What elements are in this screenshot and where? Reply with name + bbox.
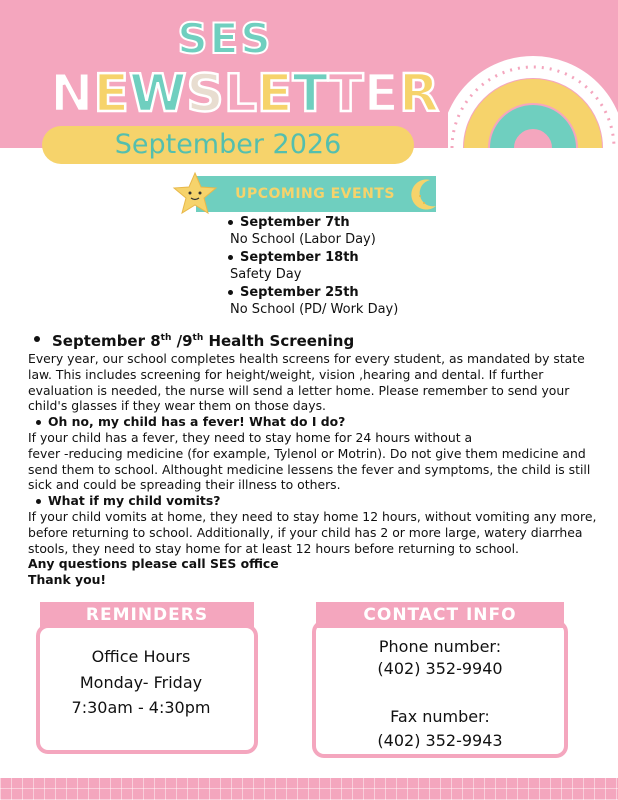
event-item: [228, 214, 376, 248]
newsletter-title: [50, 64, 440, 124]
footer-grid-pattern: [0, 778, 618, 800]
event-date: September 18th: [228, 249, 359, 266]
title-letter: S: [186, 64, 224, 124]
fax-number: (402) 352-9943: [377, 731, 503, 750]
event-description: No School (PD/ Work Day): [230, 302, 399, 317]
health-section: [28, 328, 598, 588]
event-description: Safety Day: [230, 267, 302, 282]
event-date: September 7th: [228, 214, 376, 231]
fever-answer: fever -reducing medicine (for example, Tylenol or Motrin). Do not give them medicine and send them to school. Althought medicine lessens the fever and symptoms, the child is still sick and could be spreading their illness to others.: [28, 445, 591, 493]
phone-number[interactable]: (402) 352-9940: [377, 659, 503, 678]
office-hours-label: Office Hours: [91, 647, 191, 666]
vomit-question: What if my child vomits?: [28, 493, 598, 509]
newsletter-title-ses: SES: [177, 14, 273, 63]
title-letter: R: [399, 64, 440, 124]
rainbow-icon: [448, 0, 618, 148]
event-item: [228, 249, 359, 283]
event-date: September 25th: [228, 284, 398, 301]
phone-label: Phone number:: [378, 637, 502, 656]
questions-note: Any questions please call SES office: [28, 556, 279, 572]
title-letter: N: [50, 64, 94, 124]
title-letter: E: [363, 64, 400, 124]
thank-you: Thank you!: [28, 572, 107, 588]
fever-answer-line1: If your child has a fever, they need to stay home for 24 hours without a: [28, 429, 473, 445]
upcoming-events-label: UPCOMING EVENTS: [235, 186, 395, 202]
event-description: No School (Labor Day): [230, 232, 376, 247]
fever-question: Oh no, my child has a fever! What do I do?: [28, 414, 598, 430]
office-days: Monday- Friday: [79, 673, 203, 692]
reminders-title: REMINDERS: [40, 602, 254, 628]
title-letter: E: [257, 64, 293, 124]
title-letter: T: [328, 64, 364, 124]
office-times: 7:30am - 4:30pm: [71, 698, 211, 717]
fax-label: Fax number:: [390, 707, 490, 726]
newsletter-month: September 2026: [114, 129, 342, 160]
moon-icon: [408, 176, 440, 212]
star-icon: [172, 170, 218, 216]
title-letter: W: [129, 64, 187, 124]
contact-title: CONTACT INFO: [316, 602, 564, 628]
vomit-answer: If your child vomits at home, they need to stay home 12 hours, without vomiting any more, before returning to school. Additionally, if your child has 2 or more large, watery diarrhea stools, they need to stay home for at least 12 hours before returning to school.: [28, 508, 597, 556]
health-screening-heading: September 8th /9th Health Screening: [28, 328, 598, 351]
health-intro: Every year, our school completes health screens for every student, as mandated by state law. This includes screening for height/weight, vision ,hearing and dental. If further evaluation is needed, the nurse will send a letter home. Please remember to send your child's glasses if they wear them on those days.: [28, 351, 585, 414]
title-letter: L: [223, 64, 258, 124]
title-letter: E: [93, 64, 130, 124]
title-letter: T: [292, 64, 329, 124]
event-item: [228, 284, 398, 318]
